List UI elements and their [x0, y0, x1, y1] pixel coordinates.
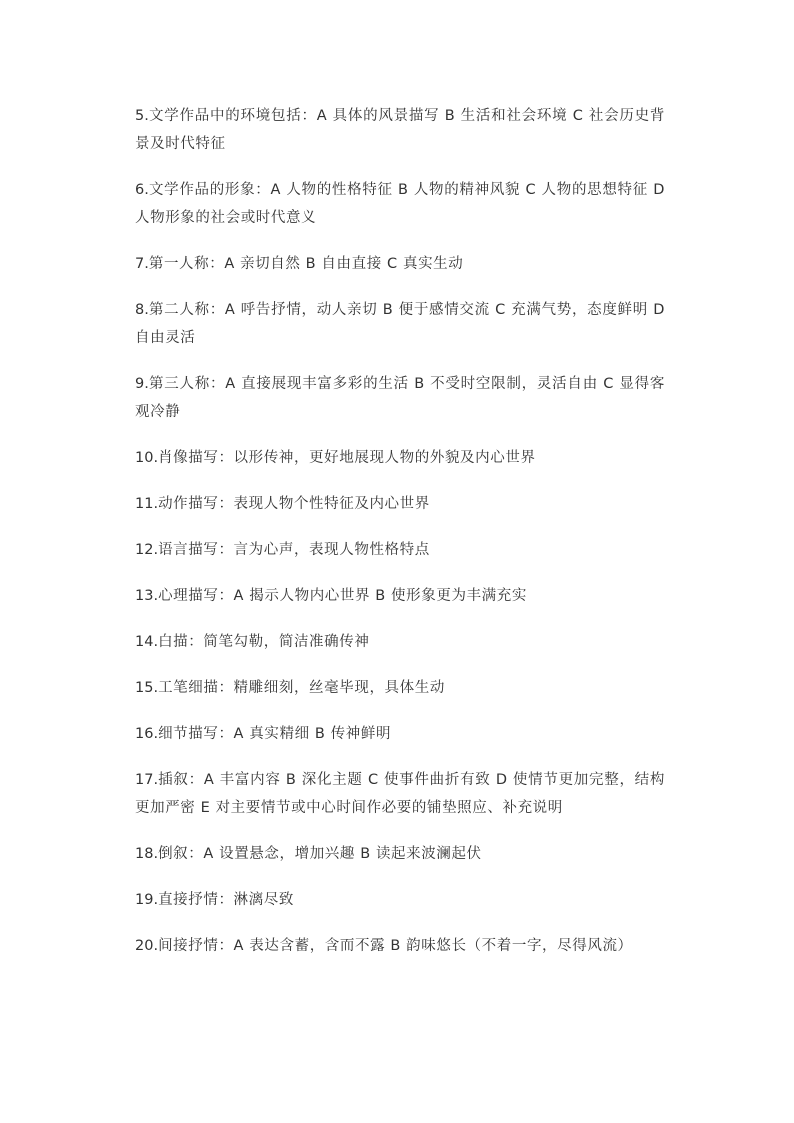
list-item	[135, 766, 665, 822]
item-number: 9.	[135, 376, 149, 392]
item-number: 7.	[135, 256, 149, 272]
item-text: 白描：简笔勾勒，简洁准确传神	[158, 634, 370, 650]
item-number: 17.	[135, 772, 159, 788]
item-text: 文学作品中的环境包括：A 具体的风景描写 B 生活和社会环境 C 社会历史背景及时代特征	[135, 108, 665, 152]
list-item	[135, 490, 665, 518]
item-number: 8.	[135, 302, 149, 318]
item-number: 10.	[135, 450, 159, 466]
list-item	[135, 582, 665, 610]
list-item	[135, 720, 665, 748]
item-text: 第一人称：A 亲切自然 B 自由直接 C 真实生动	[148, 256, 464, 272]
item-text: 间接抒情：A 表达含蓄，含而不露 B 韵味悠长（不着一字，尽得风流）	[158, 938, 633, 954]
list-item	[135, 102, 665, 158]
item-text: 心理描写：A 揭示人物内心世界 B 使形象更为丰满充实	[158, 588, 527, 604]
item-text: 插叙：A 丰富内容 B 深化主题 C 使事件曲折有致 D 使情节更加完整，结构更加严密 E 对主要情节或中心时间作必要的铺垫照应、补充说明	[135, 772, 665, 816]
item-number: 14.	[135, 634, 159, 650]
list-item	[135, 250, 665, 278]
item-number: 19.	[135, 892, 159, 908]
item-text: 文学作品的形象：A 人物的性格特征 B 人物的精神风貌 C 人物的思想特征 D 人物形象的社会或时代意义	[135, 182, 665, 226]
item-number: 15.	[135, 680, 159, 696]
item-text: 动作描写：表现人物个性特征及内心世界	[158, 496, 430, 512]
item-number: 6.	[135, 182, 149, 198]
item-number: 16.	[135, 726, 159, 742]
item-text: 肖像描写：以形传神，更好地展现人物的外貌及内心世界	[158, 450, 536, 466]
item-text: 工笔细描：精雕细刻，丝毫毕现，具体生动	[158, 680, 445, 696]
item-text: 语言描写：言为心声，表现人物性格特点	[158, 542, 430, 558]
list-item	[135, 840, 665, 868]
item-text: 第三人称：A 直接展现丰富多彩的生活 B 不受时空限制，灵活自由 C 显得客观冷静	[135, 376, 665, 420]
item-number: 11.	[135, 496, 159, 512]
list-item	[135, 886, 665, 914]
item-number: 12.	[135, 542, 159, 558]
document-body	[135, 102, 665, 978]
item-number: 20.	[135, 938, 159, 954]
list-item	[135, 628, 665, 656]
item-number: 5.	[135, 108, 149, 124]
list-item	[135, 674, 665, 702]
item-text: 倒叙：A 设置悬念，增加兴趣 B 读起来波澜起伏	[158, 846, 482, 862]
item-text: 直接抒情：淋漓尽致	[158, 892, 294, 908]
item-number: 13.	[135, 588, 159, 604]
list-item	[135, 536, 665, 564]
list-item	[135, 176, 665, 232]
list-item	[135, 296, 665, 352]
list-item	[135, 370, 665, 426]
list-item	[135, 444, 665, 472]
item-text: 第二人称：A 呼告抒情，动人亲切 B 便于感情交流 C 充满气势，态度鲜明 D 自由灵活	[135, 302, 665, 346]
item-number: 18.	[135, 846, 159, 862]
list-item	[135, 932, 665, 960]
item-text: 细节描写：A 真实精细 B 传神鲜明	[158, 726, 392, 742]
